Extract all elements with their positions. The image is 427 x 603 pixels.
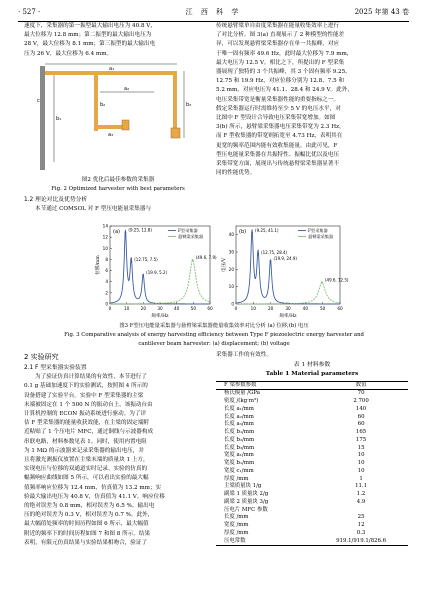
table-cell: 0.3 — [356, 529, 366, 536]
table-cell: 11.1 — [355, 483, 368, 490]
fixed-base — [40, 66, 45, 170]
table-cell: 宽度 /mm — [224, 522, 249, 529]
table-cell: 主梁质量块 1/g — [224, 483, 262, 490]
table-row — [216, 460, 408, 468]
table-cell: 70 — [357, 390, 365, 397]
table-cell: 长度 /mm — [224, 514, 249, 521]
text-line: 5.2 mm，对应电压为 41.1、28.4 和 24.9 V。此外， — [216, 87, 353, 94]
text-line: 表明，有限元仿真结果与实验结果相吻合，验证了 — [24, 539, 148, 546]
text-line: 附近的频率下的时间历程如图 7 和图 8 所示。结果 — [24, 530, 151, 537]
text-line: 的绝对误差为 0.8 mm，相对误差为 6.5 %。输出电 — [24, 503, 155, 510]
table-cell: 2 700 — [353, 398, 369, 405]
panel-label: (b) — [239, 229, 247, 235]
text-line: 计算机控制的 ECON 振动系统进行驱动。为了评 — [24, 411, 147, 418]
table-cell: 4.9 — [356, 498, 366, 505]
x-tick-label: 60 — [337, 306, 343, 311]
text-line: 值频率响应位移为 12.4 mm，仿真值为 13.2 mm；实 — [24, 484, 162, 491]
fig2-label-b1: b₁ — [56, 116, 62, 122]
legend-label: F型采集器 — [178, 228, 198, 233]
x-tick-label: 20 — [267, 306, 274, 311]
text-line: 估 F 型采集器的能量收获效能，在主梁的固定端附 — [24, 420, 149, 427]
table-cell: 厚度 /mm — [224, 529, 249, 536]
y-tick-label: 10 — [102, 245, 108, 251]
table-cell: 165 — [355, 429, 367, 436]
y-tick-label: 40 — [228, 232, 234, 238]
legend-label: 悬臂梁采集器 — [308, 234, 334, 239]
fig2-label-a3: a₃ — [108, 132, 114, 138]
fig3-caption-en-2: cantilever beam harvester: (a) displacement; (b) voltage — [138, 341, 290, 348]
fig3-caption — [24, 322, 404, 350]
page-header — [18, 8, 409, 18]
vertical-beam — [173, 71, 177, 131]
table-row — [216, 538, 408, 546]
text-line: 近粘贴了 1 个压电片 MFC，通过铜线与示波器构成 — [24, 429, 154, 436]
peak-point — [142, 274, 144, 276]
middle-arm — [94, 75, 98, 131]
text-line: 采集带宽方面，展现出与传统悬臂梁采集器显著不 — [216, 161, 340, 168]
table-cell: 长度 b₃/mm — [224, 444, 255, 451]
table-row — [216, 421, 408, 429]
section-heading: 1.2 理论对比及优势分析 — [24, 197, 88, 203]
y-tick-label: 30 — [228, 249, 234, 255]
table-row — [216, 429, 408, 437]
text-line: 本节通过 COMSOL 对 F 型压电能量采集器与 — [35, 206, 152, 213]
table-cell: 60 — [357, 421, 365, 428]
table-row — [216, 522, 408, 530]
table-row — [216, 499, 408, 507]
table-row — [216, 483, 408, 491]
left-top-paragraph — [24, 22, 212, 59]
fig2-label-c: c — [37, 98, 40, 104]
journal-name: 江 西 科 学 — [185, 8, 242, 16]
series-line-f-type — [236, 229, 340, 304]
section-2-paragraph — [24, 373, 212, 548]
table-cell: 15 — [357, 444, 365, 451]
text-line: 压的绝对误差为 0.3 V，相对误差为 0.7 %。此外， — [24, 512, 154, 519]
table-cell: 长度 b₁/mm — [224, 429, 255, 436]
y-tick-label: 20 — [228, 266, 234, 272]
x-axis-label: 频率/Hz — [279, 314, 297, 319]
sub-section-heading: 2.1 F 型采集器实验装置 — [24, 365, 87, 371]
text-line: 速度下，采集器的第一振型最大输出电压为 40.8 V， — [24, 23, 156, 29]
text-line: 串联电路，材料参数见表 1。同时，使用内置电阻 — [24, 438, 147, 445]
text-line: 器展现了独特的 3 个共振峰，其 3 个固有频率 9.25、 — [216, 69, 351, 76]
fig2-diagram — [34, 62, 194, 176]
x-tick-label: 10 — [250, 306, 257, 311]
text-line: 为了验证仿真计算结果的有效性，本节进行了 — [35, 374, 147, 381]
x-tick-label: 50 — [319, 306, 326, 311]
peak-point — [251, 232, 253, 234]
text-line: 压为 26 V，最大位移为 6.4 mm。 — [24, 50, 113, 57]
table-cell: 压电片 MFC 参数 — [224, 506, 268, 513]
volume-info: 2025 年第 43 卷 — [354, 8, 409, 16]
text-line: 而 F 型收集器的带宽则拓宽至 4.73 Hz，表明其在 — [216, 133, 343, 140]
material-table — [216, 381, 408, 547]
page-number: · 527 · — [18, 8, 41, 16]
x-tick-label: 10 — [123, 306, 130, 311]
table-cell: 长度 a₁/mm — [224, 405, 254, 412]
table-row — [216, 491, 408, 499]
peak-annotation: (9.25, 41.1) — [255, 227, 279, 233]
table-cell: 宽度 b₁/mm — [224, 460, 255, 467]
text-line: 同的性能优势。 — [216, 170, 256, 177]
table-cell: 60 — [357, 413, 365, 420]
text-line: 12.75 和 19.9 Hz，对应位移分别为 12.8、7.5 和 — [216, 78, 345, 85]
y-axis-label: 电压/V — [222, 257, 227, 273]
x-tick-label: 30 — [285, 306, 291, 311]
table-cell: 1 — [359, 475, 363, 482]
fig3b-chart — [222, 218, 349, 320]
peak-annotation: (19.9, 5.2) — [146, 270, 168, 276]
table-row — [216, 406, 408, 414]
peak-point — [192, 259, 194, 261]
peak-annotation: (12.75, 7.5) — [134, 257, 158, 263]
table-cell: 宽度 c₁/mm — [224, 467, 254, 474]
table-row — [216, 514, 408, 522]
legend-label: 悬臂梁采集器 — [178, 234, 204, 239]
table-cell: 175 — [355, 436, 367, 443]
text-line: 于唯一固有频率 49.6 Hz，此时最大位移为 7.9 mm， — [216, 50, 353, 57]
text-line: 采集器工作的有效性。 — [216, 352, 272, 358]
y-tick-label: 12 — [102, 234, 108, 240]
peak-point — [257, 254, 259, 256]
text-line: 末端被固定在 1 个 500 N 的振动台上，该振动台由 — [24, 401, 153, 408]
fig2-label-b3: b₃ — [186, 102, 192, 108]
x-tick-label: 30 — [157, 306, 163, 311]
section-2 — [24, 351, 212, 548]
table-header-cell: F 梁参数参数 — [224, 381, 257, 388]
peak-point — [125, 232, 127, 234]
fig3-caption-en-1: Fig. 3 Comparative analysis of energy harvesting efficiency between Type F piezoelectric energy harvester and — [64, 332, 364, 339]
lower-arm — [96, 125, 126, 129]
y-axis-label: 位移/mm — [96, 255, 101, 275]
text-line: 28 V，最大位移为 8.1 mm；第三振型的最大输出电 — [24, 41, 156, 48]
series-line-cantilever — [236, 282, 340, 304]
table-row — [216, 530, 408, 538]
text-line: 型压电能量采集器在共振特性、振幅比优以及电压 — [216, 151, 340, 158]
peak-point — [321, 281, 323, 283]
table-cell: 密度 /(kg·m³) — [224, 398, 259, 405]
series-line-cantilever — [110, 260, 210, 304]
text-line: 最大幅值处频率的时间历程如图 6 所示，最大幅值 — [24, 521, 149, 528]
table-row — [216, 452, 408, 460]
peak-point — [270, 260, 272, 262]
x-tick-label: 40 — [302, 306, 309, 311]
section-1-2 — [24, 196, 212, 214]
table-cell: 厚度 /mm — [224, 475, 249, 482]
fig2-label-b2: b₂ — [100, 102, 106, 108]
table-row — [216, 398, 408, 406]
y-tick-label: 2 — [105, 290, 108, 296]
x-tick-label: 60 — [207, 306, 213, 311]
text-line: 且将激光测振仪放置在主梁末端的质量块 1 上方， — [24, 457, 149, 464]
table-header-row — [216, 381, 408, 390]
peak-annotation: (12.75, 28.4) — [261, 249, 288, 255]
table-cell: 副梁 1 质量块 2/g — [224, 491, 269, 498]
text-line: 为 1 MΩ 的示波器来记录采集器的输出电压，并 — [24, 447, 144, 454]
y-tick-label: 0 — [231, 301, 234, 307]
table-cell: 长度 b₂/mm — [224, 436, 255, 443]
text-line: 传统悬臂梁单自由度采集器在能量收集效率上进行 — [216, 23, 340, 29]
y-tick-label: 14 — [102, 223, 108, 229]
text-line: 3(b) 所示，悬臂梁采集器电压采集带宽为 2.3 Hz， — [216, 124, 345, 131]
peak-annotation: (49.6, 12.5) — [324, 277, 349, 283]
fig2-label-a1: a₁ — [109, 66, 115, 72]
table-cell: 副梁 2 质量块 3/g — [224, 498, 269, 505]
table-cell: 12 — [357, 522, 365, 529]
table-cell: 919.1/919.1/826.6 — [336, 537, 387, 544]
text-line: 0.1 g 基础加速度下的实验测试，按照图 4 所示的 — [24, 383, 148, 390]
table-cell: 10 — [357, 467, 365, 474]
x-tick-label: 0 — [108, 306, 112, 311]
panel-label: (a) — [113, 229, 120, 235]
text-line: 比图中 F 型设计合导致电压采集带宽增加。如图 — [216, 115, 336, 122]
table-cell: 宽度 a₁/mm — [224, 452, 254, 459]
peak-point — [130, 261, 132, 263]
text-line: 实现电压与位移的双通道实时记录。实验的仿真的 — [24, 466, 148, 473]
text-line: 异，可以发现悬臂梁采集器存在单一共振峰，对应 — [216, 41, 340, 48]
table-cell: 长度 a₃/mm — [224, 421, 254, 428]
x-tick-label: 50 — [190, 306, 197, 311]
text-line: 最大电压为 12.5 V。相比之下，所提出的 F 型采集 — [216, 59, 345, 66]
x-tick-label: 20 — [140, 306, 147, 311]
section-heading: 2 实验研究 — [24, 353, 59, 361]
x-tick-label: 40 — [173, 306, 180, 311]
fig3a-chart — [96, 218, 217, 320]
table-header-cell: 数值 — [355, 381, 367, 388]
table-row — [216, 390, 408, 398]
table-cell: 25 — [357, 514, 365, 521]
right-top-paragraph — [216, 22, 408, 178]
fig2-caption — [24, 176, 212, 194]
table-cell: 10 — [357, 452, 365, 459]
y-tick-label: 6 — [105, 268, 108, 274]
series-line-f-type — [110, 227, 210, 304]
y-tick-label: 10 — [228, 284, 234, 290]
table-cell: 杨氏模量 /GPa — [224, 390, 260, 397]
table-row — [216, 437, 408, 445]
text-line: 了对比分析。图 3(a) 直观展示了 2 种模型的性能差 — [216, 32, 345, 39]
fig2-caption-cn: 图2 优化后最佳参数的采集器 — [81, 177, 155, 183]
table-cell: 140 — [355, 405, 367, 412]
table-cell: 长度 a₂/mm — [224, 413, 254, 420]
y-tick-label: 0 — [105, 301, 108, 307]
peak-annotation: (9.25, 12.8) — [128, 227, 152, 233]
text-line: 验最大输出电压为 40.8 V，仿真值为 41.1 V。响应位移 — [24, 493, 165, 500]
text-line: 设备搭建了实验平台。实验中 F 型采集器的主梁 — [24, 392, 144, 399]
right-bottom — [216, 351, 408, 546]
x-axis-label: 频率/Hz — [151, 314, 169, 319]
table1-title-en: Table 1 Material parameters — [265, 371, 359, 378]
legend-label: F型采集器 — [308, 228, 328, 233]
table-cell — [314, 507, 408, 515]
tip-mass — [171, 128, 180, 138]
y-tick-label: 8 — [105, 256, 108, 262]
text-line: 电压采集带宽是衡量采集器性能的重要指标之一。 — [216, 96, 340, 103]
y-tick-label: 4 — [105, 279, 108, 285]
table-cell: 1.2 — [356, 491, 366, 498]
text-line: 幅频响应曲线如图 5 所示，可以看出实验的最大幅 — [24, 475, 149, 482]
middle-mass — [122, 120, 129, 130]
fig2-caption-en: Fig. 2 Optimized harvester with best parameters — [51, 186, 185, 193]
x-tick-label: 0 — [234, 306, 238, 311]
peak-annotation: (49.6, 7.9) — [195, 254, 217, 260]
table-row — [216, 468, 408, 476]
text-line: 假定采集器运行时需维持至少 5 V 的电压水平，对 — [216, 105, 341, 112]
table1-title-cn: 表 1 材料参数 — [293, 362, 331, 369]
fig3-caption-cn: 图3 F型压电能量采集器与悬臂梁采集器能量收集效率对比分析 (a) 位移;(b) 电压 — [119, 323, 309, 329]
text-line: 更宽的频率范围内能有效收集能量。由此可见，F — [216, 142, 338, 149]
peak-annotation: (19.9, 24.9) — [273, 255, 297, 261]
text-line: 最大位移为 12.8 mm；第二振型的最大输出电压为 — [24, 32, 152, 39]
table-cell: 10 — [357, 460, 365, 467]
table-cell: 压电常数 — [224, 537, 246, 544]
fig2-label-a2: a₂ — [124, 86, 130, 92]
